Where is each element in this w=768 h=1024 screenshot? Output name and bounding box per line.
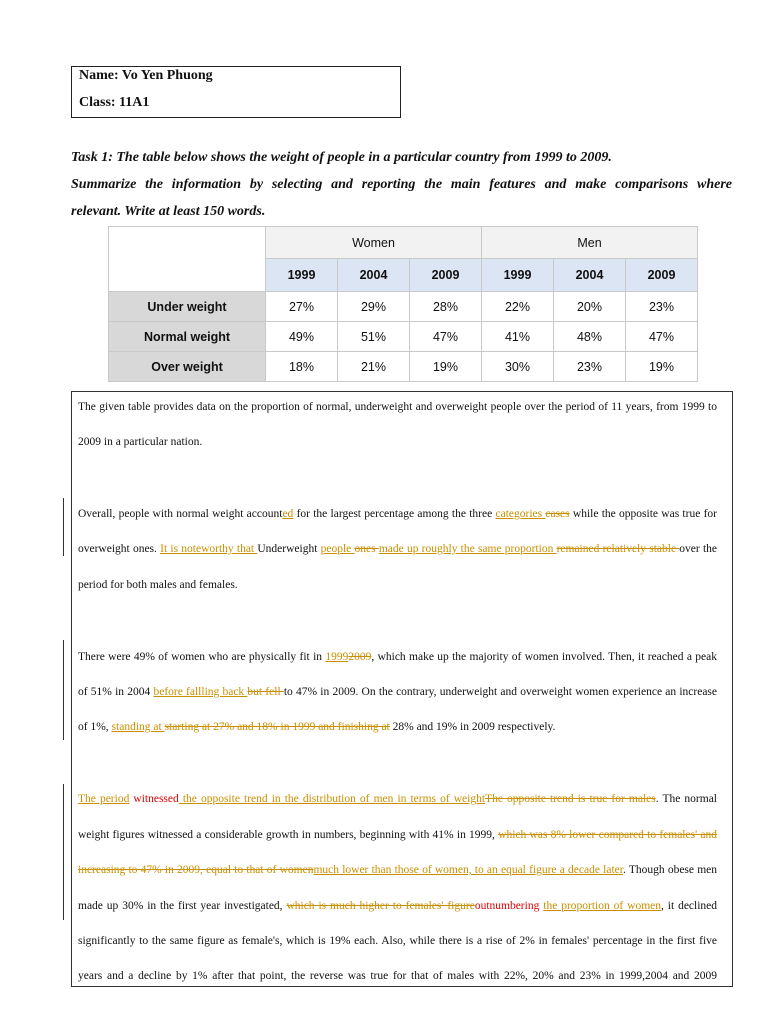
essay-line: years and a decline by 1% after that point, the reverse was true for that of males with 22%, 20% and 23% in 1999,2004 and 2009 (78, 970, 717, 982)
table-cell: 47% (410, 322, 482, 352)
change-bar (63, 498, 64, 556)
deleted-text: but fell (247, 686, 284, 698)
essay-line: made up 30% in the first year investigated, which is much higher to females' figureoutnumbering the proportion of women, it declined (78, 900, 718, 912)
group-header-women: Women (266, 227, 482, 259)
inserted-text: the proportion of women (543, 900, 661, 912)
inserted-text: ed (282, 508, 294, 520)
essay-line: 2009 in a particular nation. (78, 436, 203, 448)
table-corner (109, 227, 266, 292)
deleted-text: remained relatively stable (556, 543, 680, 555)
deleted-text: increasing to 47% in 2009, equal to that of women (78, 864, 314, 876)
table-cell: 23% (626, 292, 698, 322)
table-row (109, 292, 698, 322)
year-header: 1999 (482, 259, 554, 292)
deleted-text: ones (354, 543, 379, 555)
task-prompt (71, 144, 732, 225)
deleted-text: which was 8% lower compared to females' and (498, 829, 717, 841)
group-header-men: Men (482, 227, 698, 259)
deleted-text: starting at 27% and 18% in 1999 and finishing at (164, 721, 390, 733)
task-line-3: relevant. Write at least 150 words. (71, 204, 266, 219)
inserted-text: categories (495, 508, 546, 520)
essay-line: of 51% in 2004 before fallling back but fell to 47% in 2009. On the contrary, underweight and overweight women experience an increase (78, 686, 718, 698)
essay-line: period for both males and females. (78, 579, 238, 591)
table-cell: 21% (338, 352, 410, 382)
inserted-text: It is noteworthy that (160, 543, 258, 555)
essay-line: The period witnessed the opposite trend in the distribution of men in terms of weightThe opposite trend is true for males. The normal (78, 793, 717, 805)
table-cell: 48% (554, 322, 626, 352)
task-line-1: Task 1: The table below shows the weight of people in a particular country from 1999 to 2009. (71, 150, 612, 165)
deleted-text: The opposite trend is true for males (485, 793, 656, 805)
task-line-2: Summarize the information by selecting and reporting the main features and make comparisons where (71, 177, 732, 192)
table-cell: 47% (626, 322, 698, 352)
table-cell: 41% (482, 322, 554, 352)
inserted-text: much lower than those of women, to an equal figure a decade later (313, 864, 623, 876)
change-bar (63, 640, 64, 740)
student-name: Name: Vo Yen Phuong (79, 68, 213, 83)
inserted-text: standing at (111, 721, 165, 733)
table-cell: 30% (482, 352, 554, 382)
student-class: Class: 11A1 (79, 95, 150, 110)
year-header: 2004 (338, 259, 410, 292)
row-label: Over weight (109, 352, 266, 382)
table-cell: 51% (338, 322, 410, 352)
table-cell: 18% (266, 352, 338, 382)
change-bar (63, 784, 64, 920)
inserted-text: the opposite trend in the distribution of men in terms of weight (178, 793, 486, 805)
year-header: 1999 (266, 259, 338, 292)
weight-table (108, 226, 698, 382)
year-header: 2004 (554, 259, 626, 292)
deleted-text: 2009 (348, 651, 372, 663)
highlighted-text: outnumbering (474, 900, 540, 912)
essay-line: Overall, people with normal weight accounted for the largest percentage among the three categories cases while the opposite was true for (78, 508, 717, 520)
row-label: Under weight (109, 292, 266, 322)
highlighted-text: witnessed (129, 793, 179, 805)
inserted-text: people (320, 543, 355, 555)
table-cell: 27% (266, 292, 338, 322)
deleted-text: which is much higher to females' figure (286, 900, 475, 912)
inserted-text: The period (78, 793, 130, 805)
student-info-box (71, 66, 401, 118)
essay-line: There were 49% of women who are physically fit in 19992009, which make up the majority of women involved. Then, it reached a peak (78, 651, 717, 663)
essay-line: of 1%, standing at starting at 27% and 18% in 1999 and finishing at 28% and 19% in 2009 respectively. (78, 721, 556, 733)
table-cell: 23% (554, 352, 626, 382)
table-cell: 28% (410, 292, 482, 322)
inserted-text: 1999 (325, 651, 349, 663)
table-row (109, 322, 698, 352)
table-cell: 20% (554, 292, 626, 322)
row-label: Normal weight (109, 322, 266, 352)
essay-line: significantly to the same figure as female's, which is 19% each. Also, while there is a rise of 2% in females' percentage in the first five (78, 935, 717, 947)
inserted-text: made up roughly the same proportion (378, 543, 557, 555)
table-cell: 49% (266, 322, 338, 352)
inserted-text: before fallling back (153, 686, 248, 698)
table-cell: 19% (410, 352, 482, 382)
deleted-text: cases (545, 508, 570, 520)
table-cell: 29% (338, 292, 410, 322)
table-row (109, 352, 698, 382)
essay-line: weight figures witnessed a considerable growth in numbers, beginning with 41% in 1999, which was 8% lower compared to females' and (78, 829, 717, 841)
table-cell: 22% (482, 292, 554, 322)
table-cell: 19% (626, 352, 698, 382)
essay-line: overweight ones. It is noteworthy that Underweight people ones made up roughly the same proportion remained relatively stable over the (78, 543, 717, 555)
essay-line: The given table provides data on the proportion of normal, underweight and overweight people over the period of 11 years, from 1999 to (78, 401, 717, 413)
year-header: 2009 (626, 259, 698, 292)
essay-line: increasing to 47% in 2009, equal to that of womenmuch lower than those of women, to an equal figure a decade later. Though obese men (78, 864, 717, 876)
year-header: 2009 (410, 259, 482, 292)
